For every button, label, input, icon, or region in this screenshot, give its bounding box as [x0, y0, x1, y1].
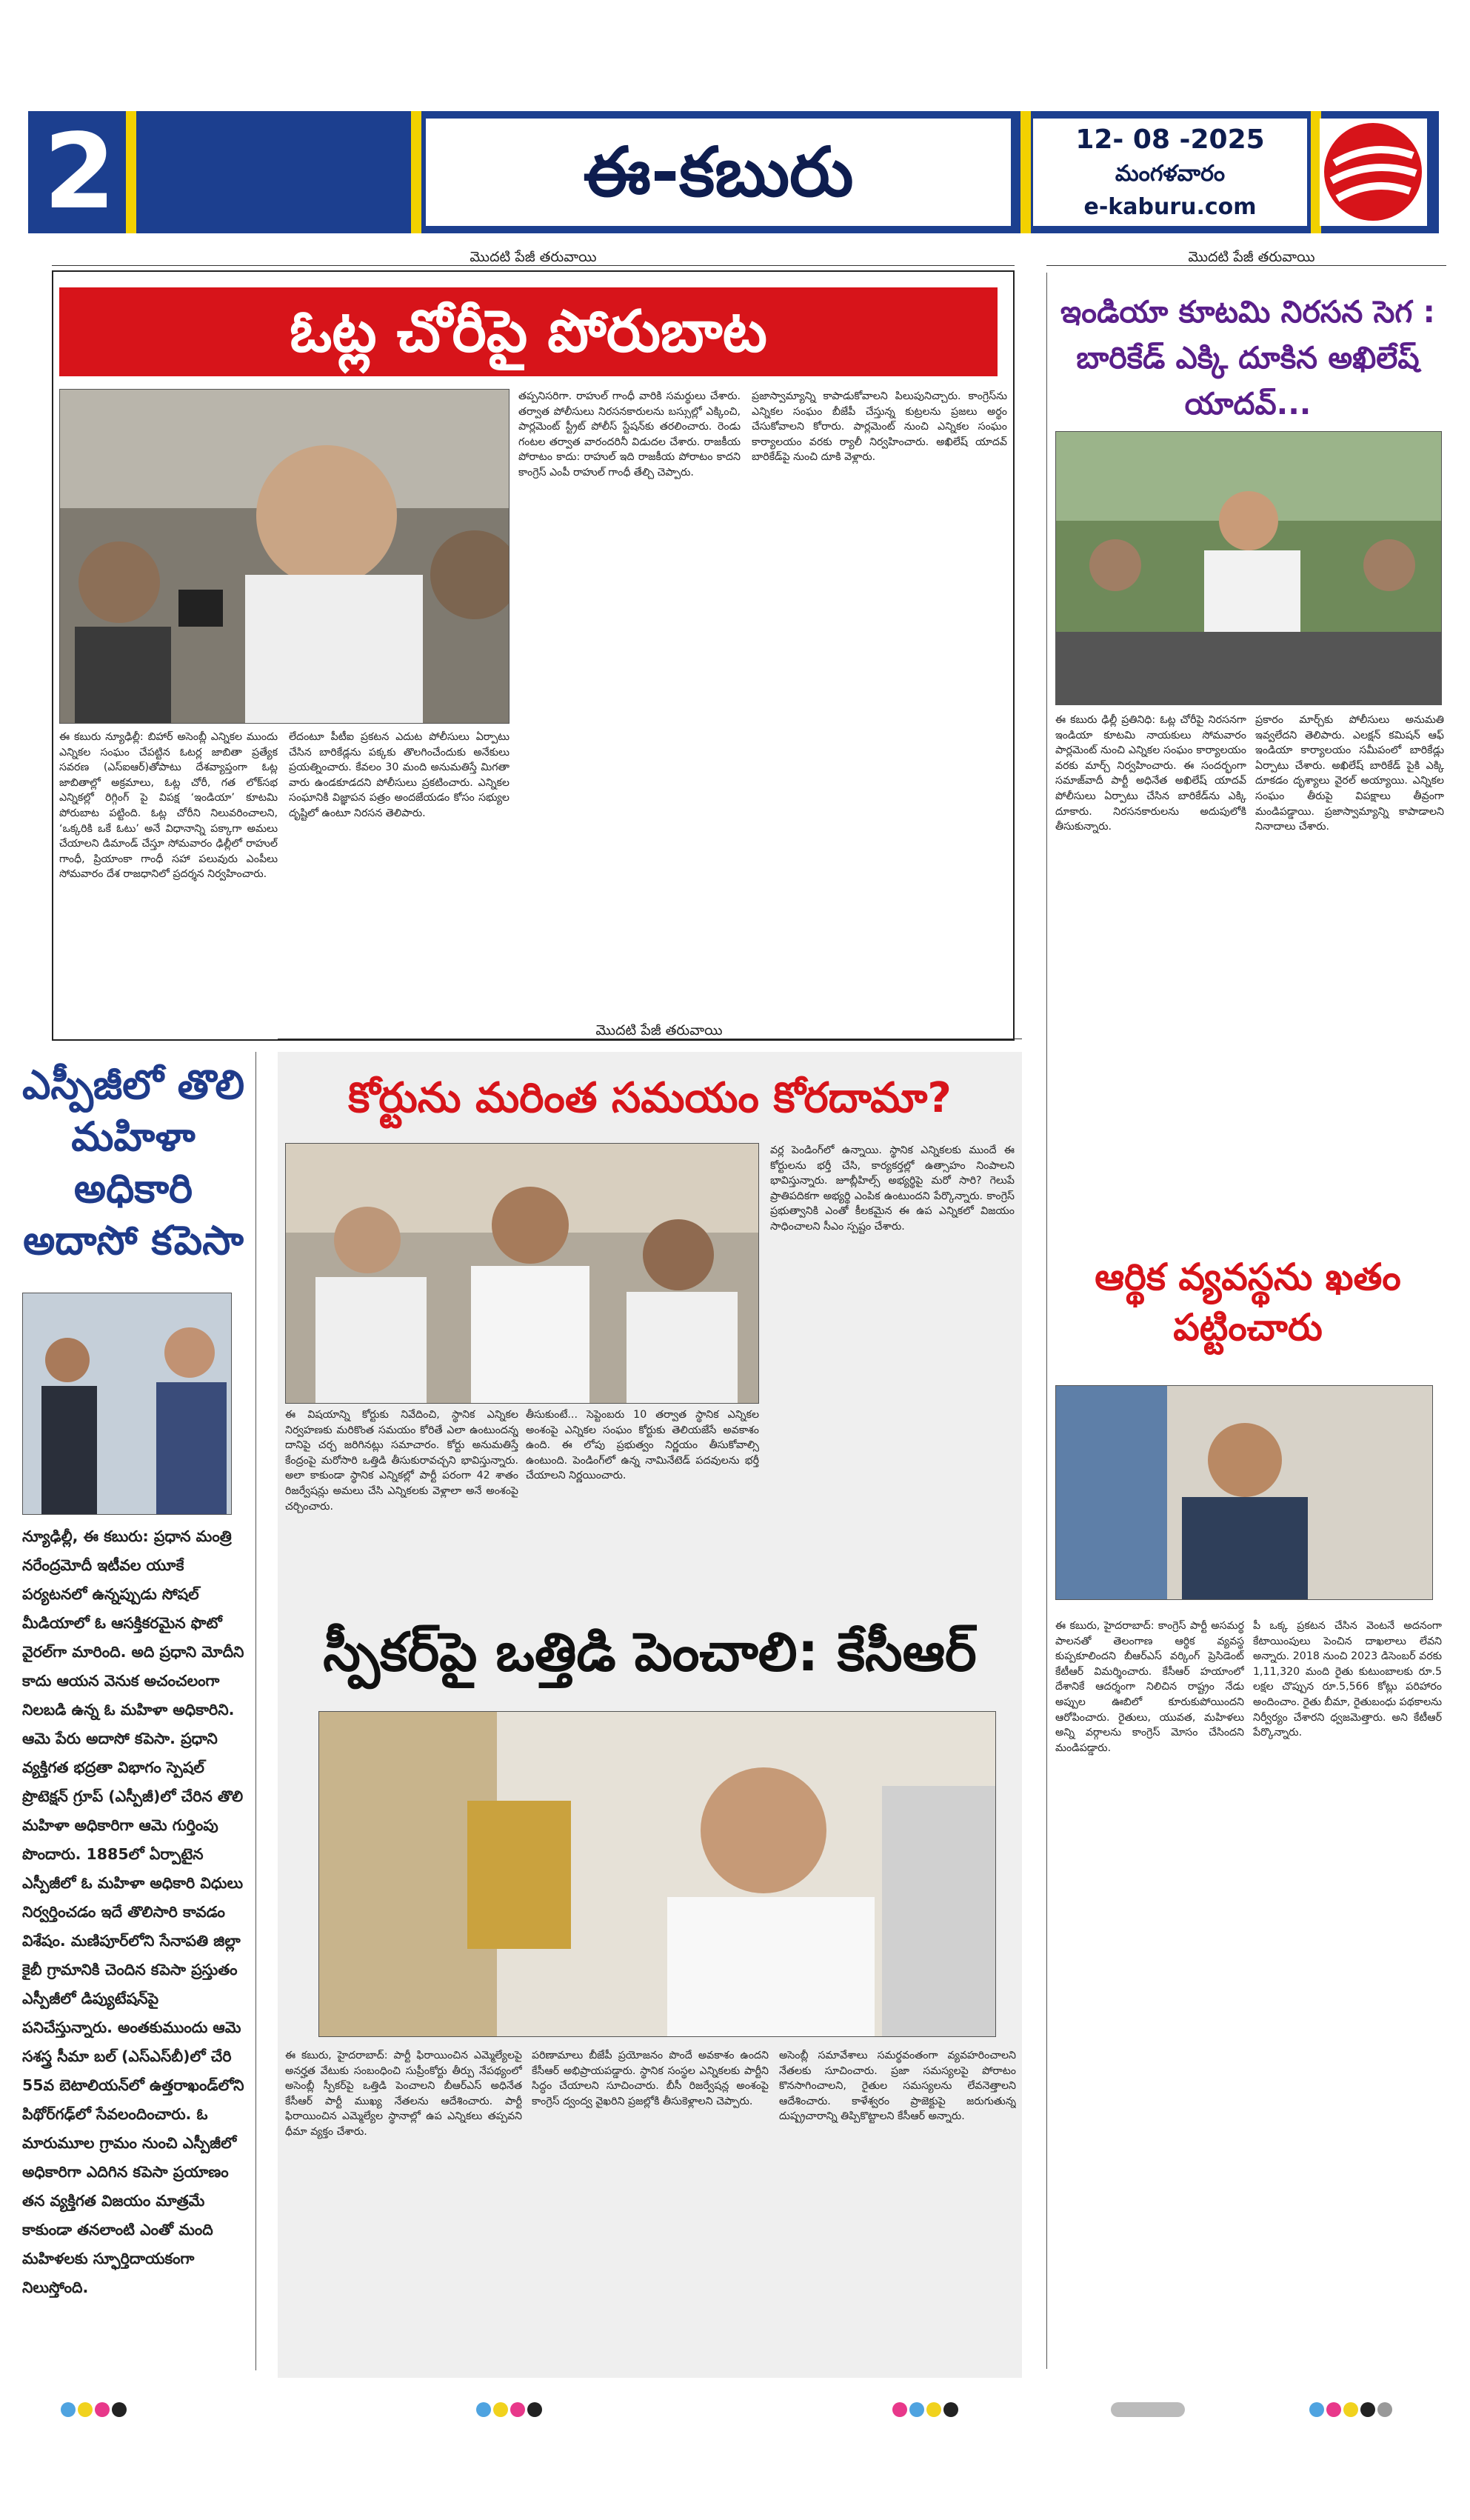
ktr-photo — [1055, 1385, 1433, 1600]
kcr-text-column: అసెంబ్లీ సమావేశాలు సమర్థవంతంగా వ్యవహరించాలని నేతలకు సూచించారు. ప్రజా సమస్యలపై పోరాటం కొనసాగించాలని, రైతుల సమస్యలను లేవనెత్తాలని ఆదేశించారు. కాళేశ్వరం ప్రాజెక్టుపై జరుగుతున్న దుష్ప్రచారాన్ని తిప్పికొట్టాలని కేసీఆర్ అన్నారు. — [779, 2050, 1016, 2123]
rahul-gandhi-photo — [59, 389, 510, 724]
color-registration-strip — [1111, 2402, 1185, 2417]
akhilesh-text-column: ప్రకారం మార్చ్‌కు పోలీసులు అనుమతి ఇవ్వలేదని తెలిపారు. ఎలక్షన్ కమిషన్ ఆఫ్ ఇండియా కార్యాలయం సమీపంలో బారికేడ్లు ఏర్పాటు చేశారు. అఖిలేష్ బారికేడ్ పైకి ఎక్కి దూకడం దృశ్యాలు వైరల్ అయ్యాయి. ఎన్నికల సంఘం తీరుపై విపక్షాలు తీవ్రంగా మండిపడ్డాయి. ప్రజాస్వామ్యాన్ని కాపాడాలని నినాదాలు చేశారు. — [1255, 714, 1444, 833]
lead-text-column: ఈ కబురు న్యూఢిల్లీ: బిహార్ అసెంబ్లీ ఎన్నికల ముందు ఎన్నికల సంఘం చేపట్టిన ఓటర్ల జాబితా ప్రత్యేక సవరణ (ఎస్ఐఆర్)తోపాటు దేశవ్యాప్తంగా ఓట్ల జాబితాల్లో అక్రమాలు, ఓట్ల చోరీ, గత లోక్‌సభ ఎన్నికల్లో రిగ్గింగ్ పై విపక్ష ‘ఇండియా’ కూటమి పోరుబాట పట్టింది. ఓట్ల చోరీని నిలువరించాలని, ‘ఒక్కరికి ఒకే ఓటు’ అనే విధానాన్ని పక్కాగా అమలు చేయాలని డిమాండ్ చేస్తూ సోమవారం ఢిల్లీలో రాహుల్ గాంధీ, ప్రియాంకా గాంధీ సహా పలువురు ఎంపీలు సోమవారం దేశ రాజధానిలో ప్రదర్శన నిర్వహించారు. — [59, 731, 278, 881]
brand-logo-icon — [1320, 119, 1427, 226]
continuation-tag: మొదటి పేజీ తరువాయి — [595, 1022, 723, 1039]
court-headline: కోర్టును మరింత సమయం కోరదామా? — [348, 1074, 952, 1122]
ktr-text-column: ఈ కబురు, హైదరాబాద్: కాంగ్రెస్ పార్టీ అసమర్థ పాలనతో తెలంగాణ ఆర్థిక వ్యవస్థ కుప్పకూలిందని బీఆర్ఎస్ వర్కింగ్ ప్రెసిడెంట్ కేటీఆర్ విమర్శించారు. కేసీఆర్ హయాంలో దేశానికే ఆదర్శంగా నిలిచిన రాష్ట్రం నేడు అప్పుల ఊబిలో కూరుకుపోయిందని ఆరోపించారు. రైతులు, యువత, మహిళలు అన్ని వర్గాలను కాంగ్రెస్ మోసం చేసిందని మండిపడ్డారు. — [1055, 1620, 1244, 1754]
ktr-text-column: పీ ఒక్క ప్రకటన చేసిన వెంటనే అదనంగా కేటాయింపులు పెంచిన దాఖలాలు లేవని అన్నారు. 2018 నుంచి 2023 డిసెంబర్ వరకు 1,11,320 మంది రైతు కుటుంబాలకు రూ.5 లక్షల చొప్పున రూ.5,566 కోట్లు పరిహారం అందించాం. రైతు బీమా, రైతుబంధు పథకాలను నిర్వీర్యం చేశారని ధ్వజమెత్తారు. అని కేటీఆర్ పేర్కొన్నారు. — [1253, 1620, 1442, 1739]
ktr-headline: ఆర్థిక వ్యవస్థను ఖతం పట్టించారు — [1095, 1256, 1401, 1349]
spg-body: న్యూఢిల్లీ, ఈ కబురు: ప్రధాన మంత్రి నరేంద్రమోదీ ఇటీవల యూకే పర్యటనలో ఉన్నప్పుడు సోషల్ మీడియాలో ఓ ఆసక్తికరమైన ఫొటో వైరల్‌గా మారింది. అది ప్రధాని మోదీని కాదు ఆయన వెనుక అచంచలంగా నిలబడి ఉన్న ఓ మహిళా అధికారిని. ఆమె పేరు అదాసో కపెసా. ప్రధాని వ్యక్తిగత భద్రతా విభాగం స్పెషల్ ప్రొటెక్షన్ గ్రూప్ (ఎస్పీజీ)లో చేరిన తొలి మహిళా అధికారిగా ఆమె గుర్తింపు పొందారు. 1885లో ఏర్పాటైన ఎస్పీజీలో ఓ మహిళా అధికారి విధులు నిర్వర్తించడం ఇదే తొలిసారి కావడం విశేషం. మణిపూర్‌లోని సేనాపతి జిల్లా కైబీ గ్రామానికి చెందిన కపెసా ప్రస్తుతం ఎస్పీజీలో డిప్యుటేషన్‌పై పనిచేస్తున్నారు. అంతకుముందు ఆమె సశస్త్ర సీమా బల్ (ఎస్ఎస్‌బీ)లో చేరి 55వ బెటాలియన్‌లో ఉత్తరాఖండ్‌లోని పిథోర్‌గఢ్‌లో సేవలందించారు. ఓ మారుమూల గ్రామం నుంచి ఎస్పీజీలో అధికారిగా ఎదిగిన కపెసా ప్రయాణం తన వ్యక్తిగత విజయం మాత్రమే కాకుండా తనలాంటి ఎంతో మంది మహిళలకు స్ఫూర్తిదాయకంగా నిలుస్తోంది. — [22, 1527, 244, 2296]
akhilesh-photo — [1055, 431, 1442, 705]
color-registration-strip — [892, 2402, 960, 2417]
kcr-photo — [318, 1711, 996, 2037]
kcr-headline: స్పీకర్‌పై ఒత్తిడి పెంచాలి: కేసీఆర్ — [323, 1621, 977, 1683]
lead-text-column: ప్రజాస్వామ్యాన్ని కాపాడుకోవాలని పిలుపునిచ్చారు. కాంగ్రెస్‌ను ఎన్నికల సంఘం బీజేపీ చేస్తున్న కుట్రలను ప్రజలు అర్థం చేసుకోవాలని కోరారు. పార్లమెంట్ నుంచి ఎన్నికల సంఘం కార్యాలయం వరకు ర్యాలీ నిర్వహించారు. అఖిలేష్ యాదవ్ బారికేడ్‌పై నుంచి దూకి వెళ్లారు. — [752, 390, 1007, 464]
spg-officer-photo — [22, 1293, 232, 1515]
kcr-text-column: ఈ కబురు, హైదరాబాద్: పార్టీ ఫిరాయించిన ఎమ్మెల్యేలపై అనర్హత వేటుకు సంబంధించి సుప్రీంకోర్టు తీర్పు నేపథ్యంలో అసెంబ్లీ స్పీకర్‌పై ఒత్తిడి పెంచాలని బీఆర్ఎస్ అధినేత కేసీఆర్ పార్టీ ముఖ్య నేతలను ఆదేశించారు. పార్టీ ఫిరాయించిన ఎమ్మెల్యేల స్థానాల్లో ఉప ఎన్నికలు తప్పవని ధీమా వ్యక్తం చేశారు. — [285, 2050, 522, 2138]
issue-weekday: మంగళవారం — [1115, 161, 1226, 187]
akhilesh-headline: ఇండియా కూటమి నిరసన సెగ : బారికేడ్ ఎక్కి దూకిన అఖిలేష్ యాదవ్... — [1060, 294, 1435, 421]
court-text-column: వర్ల పెండింగ్‌లో ఉన్నాయి. స్థానిక ఎన్నికలకు ముందే ఈ కోర్టులను భర్తీ చేసి, కార్యకర్తల్లో ఉత్సాహం నింపాలని భావిస్తున్నారు. జూబ్లీహిల్స్ అభ్యర్థిపై మరో సారి? గెలుపే ప్రాతిపదికగా అభ్యర్థి ఎంపిక ఉంటుందని పేర్కొన్నారు. కాంగ్రెస్ ప్రభుత్వానికి ఎంతో కీలకమైన ఈ ఉప ఎన్నికలో విజయం సాధించాలని సీఎం స్పష్టం చేశారు. — [770, 1144, 1015, 1233]
continuation-tag: మొదటి పేజీ తరువాయి — [1188, 249, 1315, 265]
lead-text-column: తప్పనిసరిగా. రాహుల్ గాంధీ వారికి సమర్థులు చేశారు. తర్వాత పోలీసులు నిరసనకారులను బస్సుల్లో ఎక్కించి, పార్లమెంట్ స్ట్రీట్ పోలీస్ స్టేషన్‌కు తరలించారు. రెండు గంటల తర్వాత వారందరినీ విడుదల చేశారు. రాజకీయ పోరాటం కాదు: రాహుల్ ఇది రాజకీయ పోరాటం కాదని కాంగ్రెస్ ఎంపీ రాహుల్ గాంధీ తేల్చి చెప్పారు. — [518, 390, 741, 479]
color-registration-strip — [61, 2402, 129, 2417]
lead-text-column: లేదంటూ పీటీఐ ప్రకటన ఎదుట పోలీసులు ఏర్పాటు చేసిన బారికేడ్లను పక్కకు తొలగించేందుకు అనేకులు ప్రయత్నించారు. కేవలం 30 మంది అనుమతిస్తే మిగతా వారు ఉండకూడదని పోలీసులు ప్రకటించారు. ఎన్నికల సంఘానికి విజ్ఞాపన పత్రం అందజేయడం కోసం సభ్యుల దృష్టిలో ఉంటూ నిరసన తెలిపారు. — [289, 731, 510, 819]
spg-headline: ఎస్పీజీలో తొలి మహిళా అధికారి అదాసో కపెసా — [21, 1061, 245, 1264]
issue-date: 12- 08 -2025 — [1075, 124, 1265, 155]
site-url[interactable]: e-kaburu.com — [1083, 194, 1257, 220]
court-text-column: ఈ విషయాన్ని కోర్టుకు నివేదించి, స్థానిక ఎన్నికల నిర్వహణకు మరికొంత సమయం కోరితే ఎలా ఉంటుందన్న దానిపై చర్చ జరిగినట్లు సమాచారం. కోర్టు అనుమతిస్తే కేంద్రంపై మరోసారి ఒత్తిడి తీసుకురావచ్చని భావిస్తున్నారు. అలా కాకుండా స్థానిక ఎన్నికల్లో పార్టీ పరంగా 42 శాతం రిజర్వేషన్లు అమలు చేసి ఎన్నికలకు వెళ్లాలా అనే అంశంపై చర్చించారు. — [285, 1409, 518, 1513]
revanth-reddy-photo — [285, 1143, 759, 1404]
continuation-tag: మొదటి పేజీ తరువాయి — [470, 249, 597, 265]
color-registration-strip — [1309, 2402, 1394, 2417]
column-rule — [1046, 273, 1047, 2369]
kcr-text-column: పరిణామాలు బీజేపీ ప్రయోజనం పొందే అవకాశం ఉందని కేసీఆర్ అభిప్రాయపడ్డారు. స్థానిక సంస్థల ఎన్నికలకు పార్టీని సిద్ధం చేయాలని సూచించారు. బీసీ రిజర్వేషన్ల అంశంపై కాంగ్రెస్ ద్వంద్వ వైఖరిని ప్రజల్లోకి తీసుకెళ్లాలని చెప్పారు. — [532, 2050, 769, 2107]
yellow-divider — [126, 111, 136, 233]
page-number: 2 — [43, 112, 116, 233]
yellow-divider — [411, 111, 421, 233]
column-rule — [255, 1052, 256, 2370]
court-text-column: తీసుకుంటే... సెప్టెంబరు 10 తర్వాత స్థానిక ఎన్నికల అంశంపై ఎన్నికల సంఘం కోర్టుకు తెలియజేసే అవకాశం ఉంది. ఈ లోపు ప్రభుత్వం నిర్ణయం తీసుకోవాల్సి ఉంటుంది. పెండింగ్‌లో ఉన్న నామినేటెడ్ పదవులను భర్తీ చేయాలని నిర్ణయించారు. — [526, 1409, 759, 1482]
akhilesh-text-column: ఈ కబురు ఢిల్లీ ప్రతినిధి: ఓట్ల చోరీపై నిరసనగా ఇండియా కూటమి నాయకులు సోమవారం పార్లమెంట్ నుంచి ఎన్నికల సంఘం కార్యాలయం వరకు మార్చ్ నిర్వహించారు. ఈ సందర్భంగా సమాజ్‌వాదీ పార్టీ అధినేత అఖిలేష్ యాదవ్ పోలీసులు ఏర్పాటు చేసిన బారికేడ్‌ను ఎక్కి దూకారు. నిరసనకారులను అదుపులోకి తీసుకున్నారు. — [1055, 714, 1246, 833]
brand-logo-text: ఈ-కబురు — [583, 133, 854, 212]
color-registration-strip — [476, 2402, 544, 2417]
yellow-divider — [1020, 111, 1031, 233]
lead-headline: ఓట్ల చోరీపై పోరుబాట — [59, 287, 998, 376]
